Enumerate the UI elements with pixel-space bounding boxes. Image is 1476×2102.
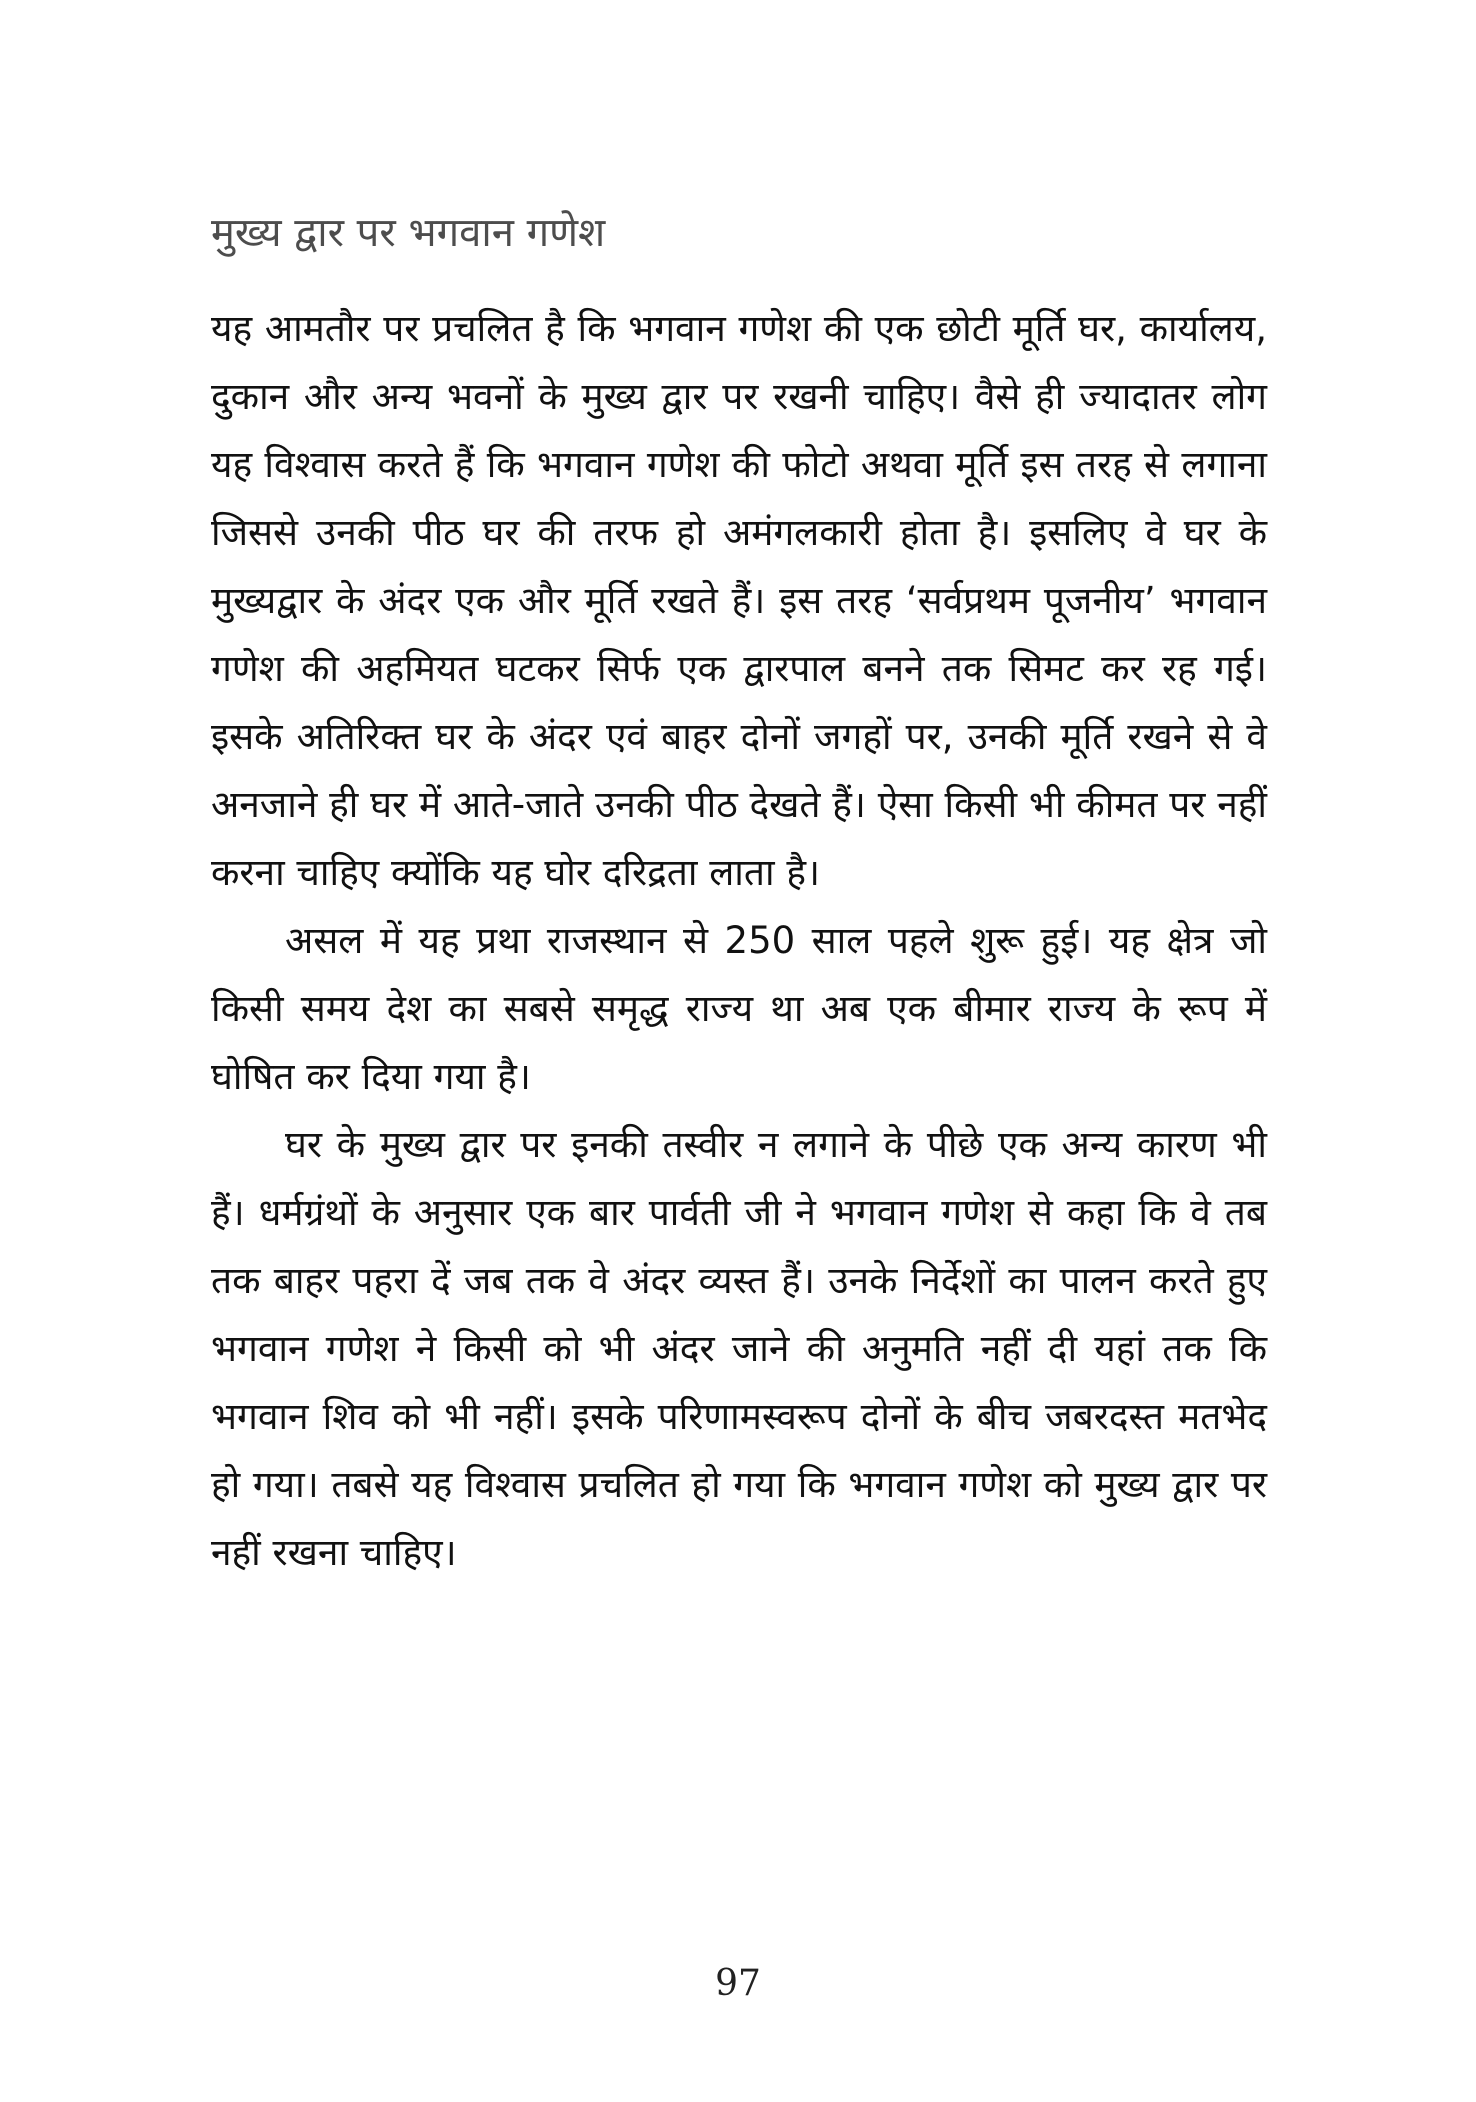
section-heading: मुख्य द्वार पर भगवान गणेश xyxy=(211,210,606,256)
paragraph-3: घर के मुख्य द्वार पर इनकी तस्वीर न लगाने के पीछे एक अन्य कारण भी हैं। धर्मग्रंथों के अनुसार एक बार पार्वती जी ने भगवान गणेश से कहा कि वे तब तक बाहर पहरा दें जब तक वे अंदर व्यस्त हैं। उनके निर्देशों का पालन करते हुए भगवान गणेश ने किसी को भी अंदर जाने की अनुमति नहीं दी यहां तक कि भगवान शिव को भी नहीं। इसके परिणामस्वरूप दोनों के बीच जबरदस्त मतभेद हो गया। तबसे यह विश्वास प्रचलित हो गया कि भगवान गणेश को मुख्य द्वार पर नहीं रखना चाहिए। xyxy=(211,1123,1267,1574)
paragraph-1: यह आमतौर पर प्रचलित है कि भगवान गणेश की एक छोटी मूर्ति घर, कार्यालय, दुकान और अन्य भवनों के मुख्य द्वार पर रखनी चाहिए। वैसे ही ज्यादातर लोग यह विश्वास करते हैं कि भगवान गणेश की फोटो अथवा मूर्ति इस तरह से लगाना जिससे उनकी पीठ घर की तरफ हो अमंगलकारी होता है। इसलिए वे घर के मुख्यद्वार के अंदर एक और मूर्ति रखते हैं। इस तरह ‘सर्वप्रथम पूजनीय’ भगवान गणेश की अहमियत घटकर सिर्फ एक द्वारपाल बनने तक सिमट कर रह गई। इसके अतिरिक्त घर के अंदर एवं बाहर दोनों जगहों पर, उनकी मूर्ति रखने से वे अनजाने ही घर में आते-जाते उनकी पीठ देखते हैं। ऐसा किसी भी कीमत पर नहीं करना चाहिए क्योंकि यह घोर दरिद्रता लाता है। xyxy=(211,307,1267,894)
page-number: 97 xyxy=(715,1963,761,2004)
body-text xyxy=(211,295,1267,1587)
paragraph-2: असल में यह प्रथा राजस्थान से 250 साल पहले शुरू हुई। यह क्षेत्र जो किसी समय देश का सबसे समृद्ध राज्य था अब एक बीमार राज्य के रूप में घोषित कर दिया गया है। xyxy=(211,919,1267,1098)
